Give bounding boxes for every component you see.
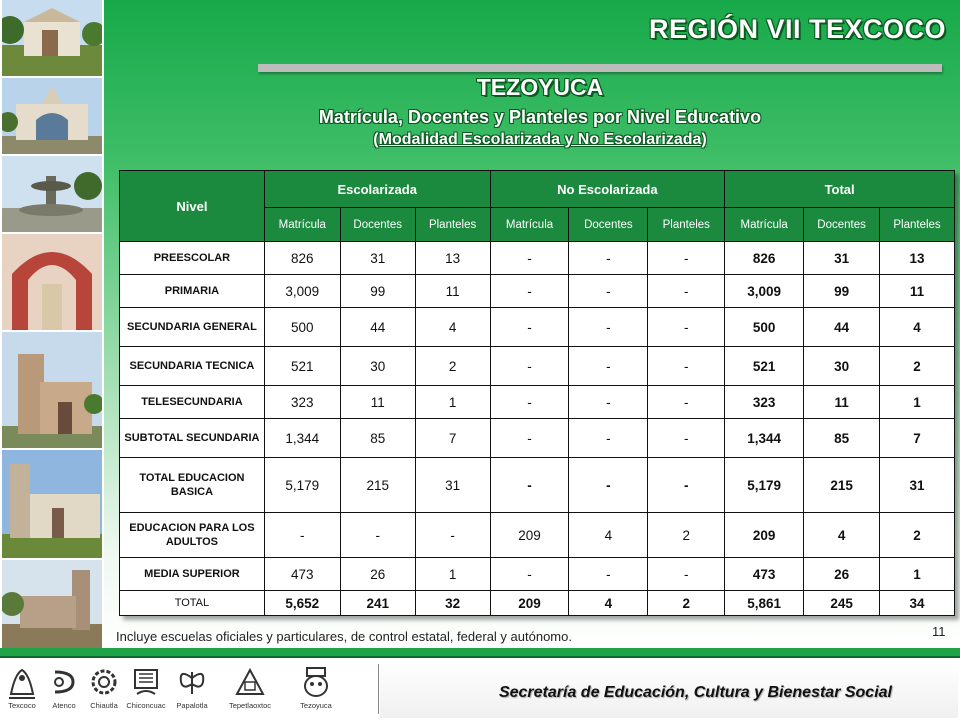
table-cell: 4: [415, 308, 490, 347]
row-label: EDUCACION PARA LOS ADULTOS: [120, 513, 265, 558]
table-cell: 30: [340, 347, 415, 386]
table-cell: 209: [490, 513, 569, 558]
butterfly-glyph-icon: [175, 664, 209, 700]
table-cell: -: [648, 558, 725, 591]
table-cell: -: [569, 275, 648, 308]
subheader-docentes: Docentes: [569, 208, 648, 242]
table-cell: 44: [340, 308, 415, 347]
logo-label: Atenco: [52, 701, 76, 710]
row-label: SECUNDARIA GENERAL: [120, 308, 265, 347]
table-header-row: [120, 171, 955, 208]
atenco-logo: [42, 664, 86, 710]
table-cell: -: [490, 458, 569, 513]
row-label: PREESCOLAR: [120, 242, 265, 275]
table-row: [120, 308, 955, 347]
table-cell: -: [569, 458, 648, 513]
table-cell: -: [648, 458, 725, 513]
table-cell: -: [490, 558, 569, 591]
table-cell: -: [490, 242, 569, 275]
tepetlaoxtoc-logo: [228, 664, 272, 710]
subheader-planteles: Planteles: [648, 208, 725, 242]
table-cell: -: [490, 386, 569, 419]
table-body: [120, 242, 955, 616]
chiconcuac-logo: [124, 664, 168, 710]
table-cell: 1: [880, 386, 955, 419]
subheader-docentes: Docentes: [804, 208, 880, 242]
header-total: Total: [725, 171, 955, 208]
table-cell: 215: [804, 458, 880, 513]
table-cell: -: [648, 242, 725, 275]
table-cell: 1: [880, 558, 955, 591]
row-label: TOTAL EDUCACION BASICA: [120, 458, 265, 513]
table-cell: -: [264, 513, 340, 558]
footer-divider: [378, 664, 379, 714]
table-cell: 11: [340, 386, 415, 419]
table-cell: -: [415, 513, 490, 558]
hill-glyph-icon: [233, 664, 267, 700]
row-label: TOTAL: [120, 591, 265, 616]
table-cell: 5,861: [725, 591, 804, 616]
table-cell: 2: [648, 591, 725, 616]
table-cell: -: [648, 347, 725, 386]
table-cell: 473: [264, 558, 340, 591]
table-cell: 26: [804, 558, 880, 591]
table-cell: -: [490, 275, 569, 308]
table-cell: 4: [880, 308, 955, 347]
table-cell: 323: [725, 386, 804, 419]
table-cell: 7: [880, 419, 955, 458]
temple-photo: [2, 332, 102, 448]
title-divider: [258, 64, 942, 72]
papalotla-logo: [170, 664, 214, 710]
table-cell: 1: [415, 386, 490, 419]
table-cell: 1,344: [264, 419, 340, 458]
gear-glyph-icon: [87, 664, 121, 700]
table-row: [120, 386, 955, 419]
table-cell: 99: [340, 275, 415, 308]
table-row: [120, 347, 955, 386]
table-cell: 500: [264, 308, 340, 347]
table-cell: 31: [415, 458, 490, 513]
fountain-photo: [2, 156, 102, 232]
table-row: [120, 419, 955, 458]
table-cell: 2: [880, 347, 955, 386]
ruins-photo: [2, 560, 102, 648]
logo-label: Texcoco: [8, 701, 36, 710]
table-cell: 13: [880, 242, 955, 275]
table-cell: 5,179: [264, 458, 340, 513]
table-cell: 31: [340, 242, 415, 275]
subheader-docentes: Docentes: [340, 208, 415, 242]
table-cell: 1,344: [725, 419, 804, 458]
table-cell: 34: [880, 591, 955, 616]
subheader-matricula: Matrícula: [490, 208, 569, 242]
table-cell: -: [490, 419, 569, 458]
table-row: [120, 275, 955, 308]
red-arch-photo: [2, 234, 102, 330]
table-cell: 44: [804, 308, 880, 347]
table-cell: 1: [415, 558, 490, 591]
row-label: PRIMARIA: [120, 275, 265, 308]
municipality-title: TEZOYUCA: [476, 74, 604, 100]
logo-label: Tepetlaoxtoc: [228, 701, 272, 710]
region-title: REGIÓN VII TEXCOCO: [648, 14, 946, 44]
table-cell: 215: [340, 458, 415, 513]
table-cell: -: [569, 419, 648, 458]
table-cell: 3,009: [264, 275, 340, 308]
table-cell: 30: [804, 347, 880, 386]
footer-bar: [0, 648, 960, 656]
table-cell: 2: [880, 513, 955, 558]
table-cell: 3,009: [725, 275, 804, 308]
subheader-planteles: Planteles: [415, 208, 490, 242]
municipality-logos: [0, 664, 360, 720]
logo-label: Chiautla: [90, 701, 118, 710]
table-cell: 5,179: [725, 458, 804, 513]
table-cell: 31: [804, 242, 880, 275]
header-no-escolarizada: No Escolarizada: [490, 171, 725, 208]
table-cell: -: [569, 308, 648, 347]
table-cell: -: [648, 386, 725, 419]
texcoco-logo: [0, 664, 44, 710]
table-cell: 323: [264, 386, 340, 419]
table-cell: -: [648, 308, 725, 347]
coyote-glyph-icon: [5, 664, 39, 700]
table-cell: 826: [725, 242, 804, 275]
table-cell: 473: [725, 558, 804, 591]
table-cell: -: [648, 419, 725, 458]
table-cell: 500: [725, 308, 804, 347]
loom-glyph-icon: [129, 664, 163, 700]
table-cell: 4: [569, 591, 648, 616]
secretaria-name: Secretaría de Educación, Cultura y Bienestar Social: [498, 684, 892, 701]
subheader-matricula: Matrícula: [725, 208, 804, 242]
table-row: [120, 558, 955, 591]
tezoyuca-logo: [294, 664, 338, 710]
table-cell: 2: [415, 347, 490, 386]
table-cell: -: [490, 308, 569, 347]
table-cell: 99: [804, 275, 880, 308]
subheader-planteles: Planteles: [880, 208, 955, 242]
table-row: [120, 513, 955, 558]
table-footnote: Incluye escuelas oficiales y particulares, de control estatal, federal y autónomo.: [116, 629, 572, 644]
table-row: [120, 242, 955, 275]
table-cell: 241: [340, 591, 415, 616]
table-cell: 31: [880, 458, 955, 513]
church-photo: [2, 0, 102, 76]
convent-photo: [2, 450, 102, 558]
table-cell: 13: [415, 242, 490, 275]
table-cell: -: [569, 347, 648, 386]
table-cell: 32: [415, 591, 490, 616]
subheader-matricula: Matrícula: [264, 208, 340, 242]
row-label: SECUNDARIA TECNICA: [120, 347, 265, 386]
table-cell: -: [648, 275, 725, 308]
table-cell: -: [569, 242, 648, 275]
table-cell: -: [569, 386, 648, 419]
table-total-row: [120, 591, 955, 616]
table-cell: -: [340, 513, 415, 558]
table-title: Matrícula, Docentes y Planteles por Nivel Educativo: [318, 107, 762, 127]
enrollment-table: [119, 170, 955, 616]
table-cell: 26: [340, 558, 415, 591]
table-cell: 85: [340, 419, 415, 458]
chiautla-logo: [82, 664, 126, 710]
table-cell: 85: [804, 419, 880, 458]
water-glyph-icon: [47, 664, 81, 700]
header-nivel: Nivel: [120, 171, 265, 242]
table-cell: 521: [264, 347, 340, 386]
row-label: SUBTOTAL SECUNDARIA: [120, 419, 265, 458]
face-glyph-icon: [299, 664, 333, 700]
row-label: MEDIA SUPERIOR: [120, 558, 265, 591]
table-cell: 2: [648, 513, 725, 558]
logo-label: Papalotla: [176, 701, 208, 710]
table-cell: -: [569, 558, 648, 591]
table-cell: 5,652: [264, 591, 340, 616]
table-cell: 11: [415, 275, 490, 308]
table-cell: 245: [804, 591, 880, 616]
header-escolarizada: Escolarizada: [264, 171, 490, 208]
logo-label: Tezoyuca: [300, 701, 332, 710]
table-cell: 4: [569, 513, 648, 558]
table-cell: 4: [804, 513, 880, 558]
table-cell: 826: [264, 242, 340, 275]
table-cell: -: [490, 347, 569, 386]
table-subtitle: (Modalidad Escolarizada y No Escolarizada): [373, 131, 707, 148]
table-cell: 521: [725, 347, 804, 386]
table-cell: 209: [725, 513, 804, 558]
table-cell: 7: [415, 419, 490, 458]
table-row: [120, 458, 955, 513]
table-cell: 11: [804, 386, 880, 419]
table-cell: 209: [490, 591, 569, 616]
page-number: 11: [932, 624, 946, 639]
row-label: TELESECUNDARIA: [120, 386, 265, 419]
logo-label: Chiconcuac: [126, 701, 166, 710]
table-cell: 11: [880, 275, 955, 308]
